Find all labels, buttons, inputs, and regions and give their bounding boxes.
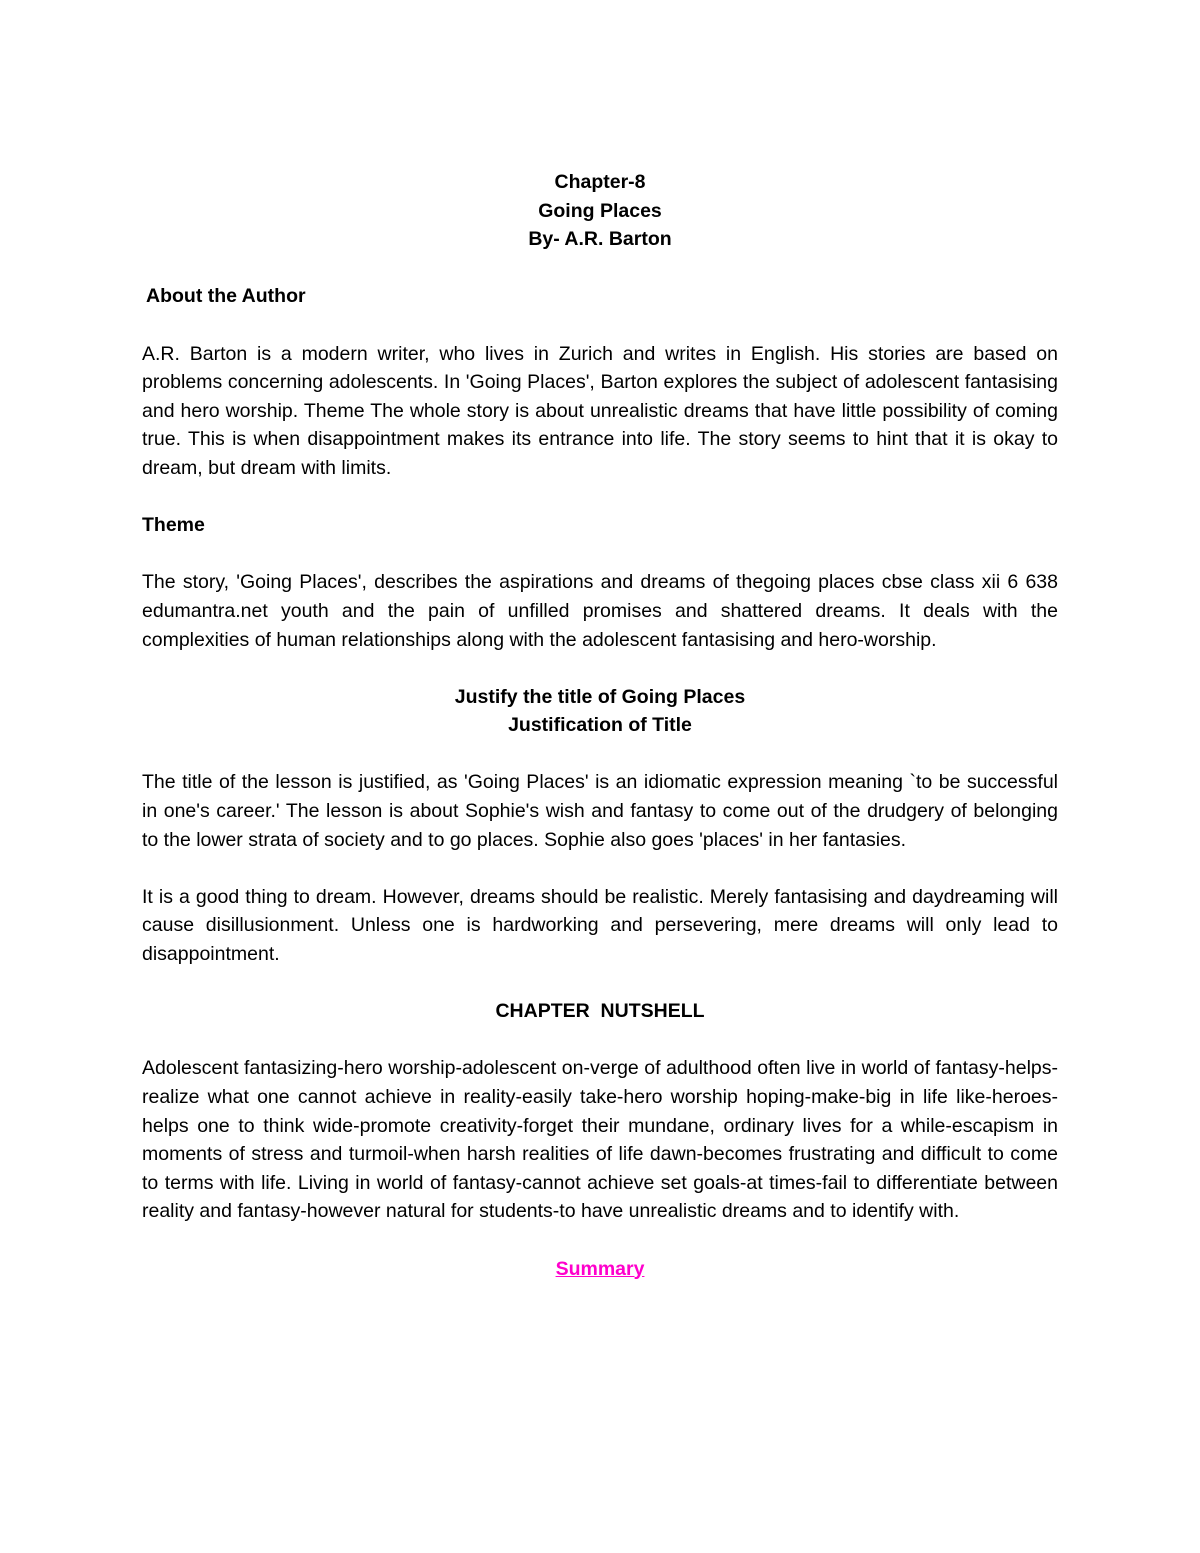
about-author-paragraph: A.R. Barton is a modern writer, who lives in Zurich and writes in English. His stories are based on problems concerning adolescents. In 'Going Places', Barton explores the subject of adolescent fantasising and hero worship. Theme The whole story is about unrealistic dreams that have little possibility of coming true. This is when disappointment makes its entrance into life. The story seems to hint that it is okay to dream, but dream with limits. <box>142 342 1058 479</box>
chapter-title: Going Places <box>538 199 662 222</box>
nutshell-paragraph: Adolescent fantasizing-hero worship-adolescent on-verge of adulthood often live in world of fantasy-helps-realize what one cannot achieve in reality-easily take-hero worship hoping-make-big in life like-heroes-helps one to think wide-promote creativity-forget their mundane, ordinary lives for a while-escapism in moments of stress and turmoil-when harsh realities of life dawn-becomes frustrating and difficult to come to terms with life. Living in world of fantasy-cannot achieve set goals-at times-fail to differentiate between reality and fantasy-however natural for students-to have unrealistic dreams and to identify with. <box>142 1057 1058 1223</box>
justification-subheading: Justification of Title <box>508 714 692 737</box>
justification-paragraph-1: The title of the lesson is justified, as 'Going Places' is an idiomatic expression meaning `to be successful in one's career.' The lesson is about Sophie's wish and fantasy to come out of the drudgery of belonging to the lower strata of society and to go places. Sophie also goes 'places' in her fantasies. <box>142 771 1058 851</box>
theme-heading: Theme <box>142 514 205 537</box>
justification-paragraph-2: It is a good thing to dream. However, dreams should be realistic. Merely fantasising and daydreaming will cause disillusionment. Unless one is hardworking and persevering, mere dreams will only lead to disappointment. <box>142 885 1058 966</box>
theme-paragraph: The story, 'Going Places', describes the aspirations and dreams of thegoing places cbse class xii 6 638 edumantra.net youth and the pain of unfilled promises and shattered dreams. It deals with the complexities of human relationships along with the adolescent fantasising and hero-worship. <box>142 571 1058 651</box>
chapter-byline: By- A.R. Barton <box>528 228 672 251</box>
about-author-heading: About the Author <box>146 285 306 308</box>
justify-heading: Justify the title of Going Places <box>454 685 746 708</box>
summary-link[interactable]: Summary <box>555 1257 645 1280</box>
chapter-number: Chapter-8 <box>554 171 646 193</box>
document-body <box>142 168 1058 1283</box>
nutshell-heading: CHAPTER NUTSHELL <box>495 1000 705 1023</box>
